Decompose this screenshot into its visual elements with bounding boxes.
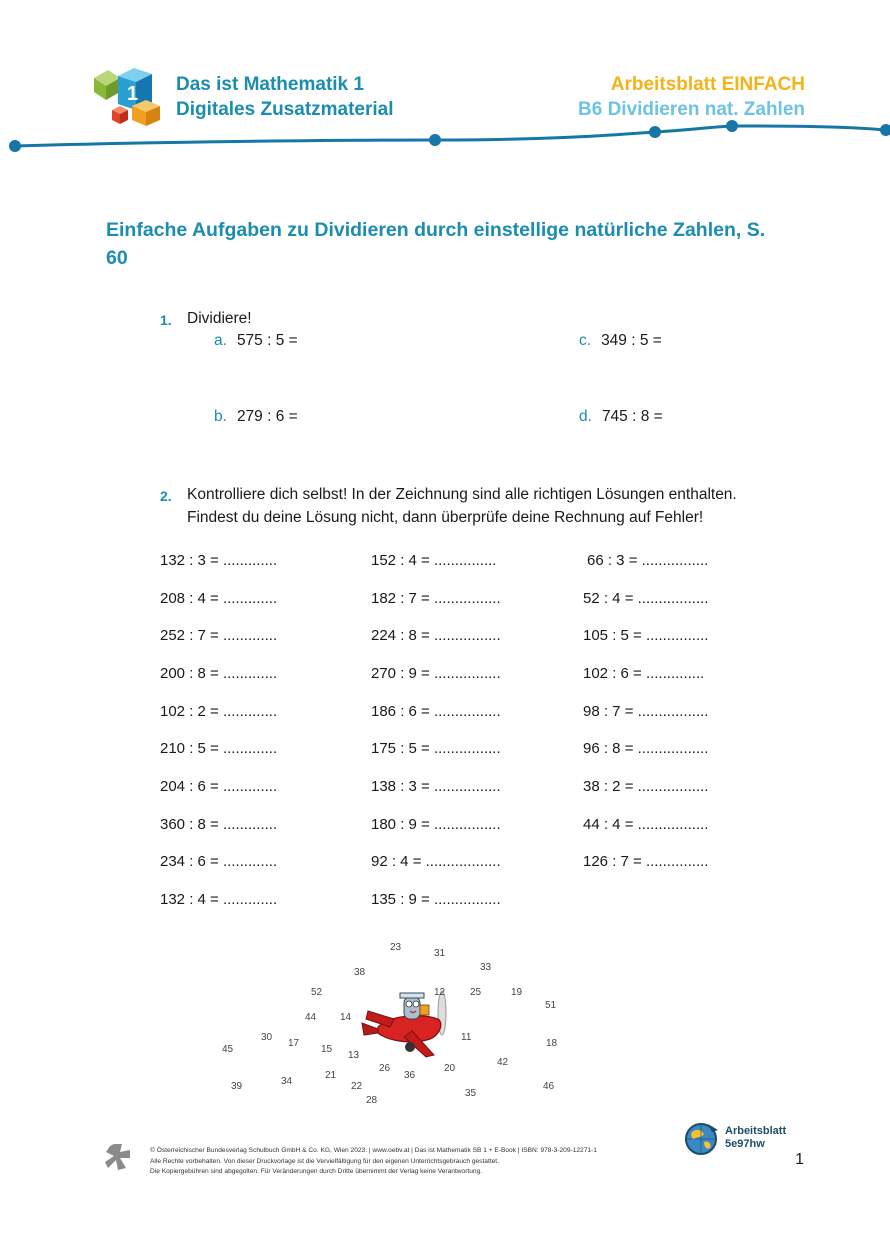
task2-number: 2. xyxy=(160,488,172,504)
task1-item-b xyxy=(214,408,298,426)
header-subtitle: Digitales Zusatzmaterial xyxy=(176,99,394,120)
page-number: 1 xyxy=(795,1151,804,1168)
exercise-2-4: 270 : 9 = ................ xyxy=(371,665,501,682)
task1-item-a xyxy=(214,332,298,350)
logo-number: 1 xyxy=(127,83,139,105)
dot-picture xyxy=(200,935,600,1110)
exercise-2-6: 175 : 5 = ................ xyxy=(371,740,501,757)
footer-line1: © Österreichischer Bundesverlag Schulbuch GmbH & Co. KG, Wien 2023. | www.oebv.at | Das ist Mathematik SB 1 + E-Book | ISBN: 978-3-209-12271-1 xyxy=(150,1147,597,1154)
dot-number: 45 xyxy=(222,1044,234,1055)
task2-instruction xyxy=(187,483,737,529)
dot-number: 39 xyxy=(231,1081,243,1092)
dot-number: 23 xyxy=(390,942,402,953)
exercise-3-8: 44 : 4 = ................. xyxy=(583,816,709,833)
dot-number: 33 xyxy=(480,962,492,973)
dot-number: 17 xyxy=(288,1038,300,1049)
task2-line2: Findest du deine Lösung nicht, dann überprüfe deine Rechnung auf Fehler! xyxy=(187,509,704,526)
footer-line3: Die Kopiergebühren sind abgegolten. Für Veränderungen durch Dritte übernimmt der Verlag keine Verantwortung. xyxy=(150,1168,483,1175)
globe-icon[interactable] xyxy=(684,1122,720,1156)
dot-number: 51 xyxy=(545,1000,557,1011)
exercise-1-5: 102 : 2 = ............. xyxy=(160,703,278,720)
page-title: Einfache Aufgaben zu Dividieren durch einstellige natürliche Zahlen, S. 60 xyxy=(106,219,766,269)
dot-number: 36 xyxy=(404,1070,416,1081)
dot-number: 11 xyxy=(461,1032,472,1043)
dot-number: 30 xyxy=(261,1032,273,1043)
dot-number: 52 xyxy=(311,987,323,998)
exercise-3-3: 105 : 5 = ............... xyxy=(583,627,709,644)
exercise-1-3: 252 : 7 = ............. xyxy=(160,627,278,644)
dot-number: 44 xyxy=(305,1012,317,1023)
worksheet-level: Arbeitsblatt EINFACH xyxy=(610,74,805,95)
footer-copyright xyxy=(150,1146,710,1178)
exercise-1-7: 204 : 6 = ............. xyxy=(160,778,278,795)
exercise-1-2: 208 : 4 = ............. xyxy=(160,590,278,607)
task1-instruction: Dividiere! xyxy=(187,310,252,327)
exercise-1-10: 132 : 4 = ............. xyxy=(160,891,278,908)
item-expression: 745 : 8 = xyxy=(601,408,663,425)
exercise-2-3: 224 : 8 = ................ xyxy=(371,627,501,644)
exercise-1-1: 132 : 3 = ............. xyxy=(160,552,278,569)
exercise-3-7: 38 : 2 = ................. xyxy=(583,778,709,795)
item-letter: a. xyxy=(214,332,227,349)
dot-number: 14 xyxy=(340,1012,352,1023)
dot-number: 28 xyxy=(366,1095,378,1106)
exercise-1-6: 210 : 5 = ............. xyxy=(160,740,278,757)
exercise-1-9: 234 : 6 = ............. xyxy=(160,853,278,870)
badge-label: Arbeitsblatt xyxy=(725,1125,787,1137)
dot-number: 46 xyxy=(543,1081,555,1092)
dot-number: 34 xyxy=(281,1076,293,1087)
dot-number: 12 xyxy=(434,987,446,998)
task1-number: 1. xyxy=(160,312,172,328)
task2-line1: Kontrolliere dich selbst! In der Zeichnung sind alle richtigen Lösungen enthalten. xyxy=(187,486,737,503)
exercise-2-9: 92 : 4 = .................. xyxy=(371,853,501,870)
dot-number: 25 xyxy=(470,987,482,998)
item-letter: d. xyxy=(579,408,592,425)
publisher-logo-icon xyxy=(104,1142,136,1172)
item-expression: 575 : 5 = xyxy=(236,332,298,349)
exercise-3-5: 98 : 7 = ................. xyxy=(583,703,709,720)
dot-number: 13 xyxy=(348,1050,360,1061)
exercise-3-1: 66 : 3 = ................ xyxy=(587,552,709,569)
exercise-2-7: 138 : 3 = ................ xyxy=(371,778,501,795)
footer-line2: Alle Rechte vorbehalten. Von dieser Druckvorlage ist die Vervielfältigung für den eigenen Unterrichtsgebrauch gestattet. xyxy=(150,1157,499,1165)
exercise-2-1: 152 : 4 = ............... xyxy=(371,552,497,569)
dot-number: 21 xyxy=(325,1070,337,1081)
item-letter: c. xyxy=(579,332,592,349)
worksheet-topic: B6 Dividieren nat. Zahlen xyxy=(578,99,805,120)
exercise-3-2: 52 : 4 = ................. xyxy=(583,590,709,607)
dot-number: 20 xyxy=(444,1063,456,1074)
dot-number: 31 xyxy=(434,948,446,959)
exercise-3-9: 126 : 7 = ............... xyxy=(583,853,709,870)
item-expression: 279 : 6 = xyxy=(236,408,298,425)
exercise-1-4: 200 : 8 = ............. xyxy=(160,665,278,682)
header-book-title: Das ist Mathematik 1 xyxy=(176,74,364,95)
exercise-2-8: 180 : 9 = ................ xyxy=(371,816,501,833)
exercise-2-10: 135 : 9 = ................ xyxy=(371,891,501,908)
worksheet-code-badge[interactable] xyxy=(725,1125,786,1151)
item-letter: b. xyxy=(214,408,227,425)
badge-code: 5e97hw xyxy=(725,1138,765,1150)
dot-number: 38 xyxy=(354,967,366,978)
exercise-2-5: 186 : 6 = ................ xyxy=(371,703,501,720)
item-expression: 349 : 5 = xyxy=(601,332,662,349)
dot-number: 18 xyxy=(546,1038,558,1049)
header-curve-line xyxy=(0,112,890,158)
dot-number: 19 xyxy=(511,987,523,998)
airplane-illustration xyxy=(360,975,470,1075)
task1-item-c xyxy=(579,332,662,350)
dot-number: 35 xyxy=(465,1088,477,1099)
task1-item-d xyxy=(579,408,663,426)
exercise-1-8: 360 : 8 = ............. xyxy=(160,816,278,833)
dot-number: 15 xyxy=(321,1044,333,1055)
dot-number: 22 xyxy=(351,1081,363,1092)
exercise-2-2: 182 : 7 = ................ xyxy=(371,590,501,607)
exercise-3-4: 102 : 6 = .............. xyxy=(583,665,705,682)
dot-number: 42 xyxy=(497,1057,509,1068)
exercise-3-6: 96 : 8 = ................. xyxy=(583,740,709,757)
dot-number: 26 xyxy=(379,1063,391,1074)
